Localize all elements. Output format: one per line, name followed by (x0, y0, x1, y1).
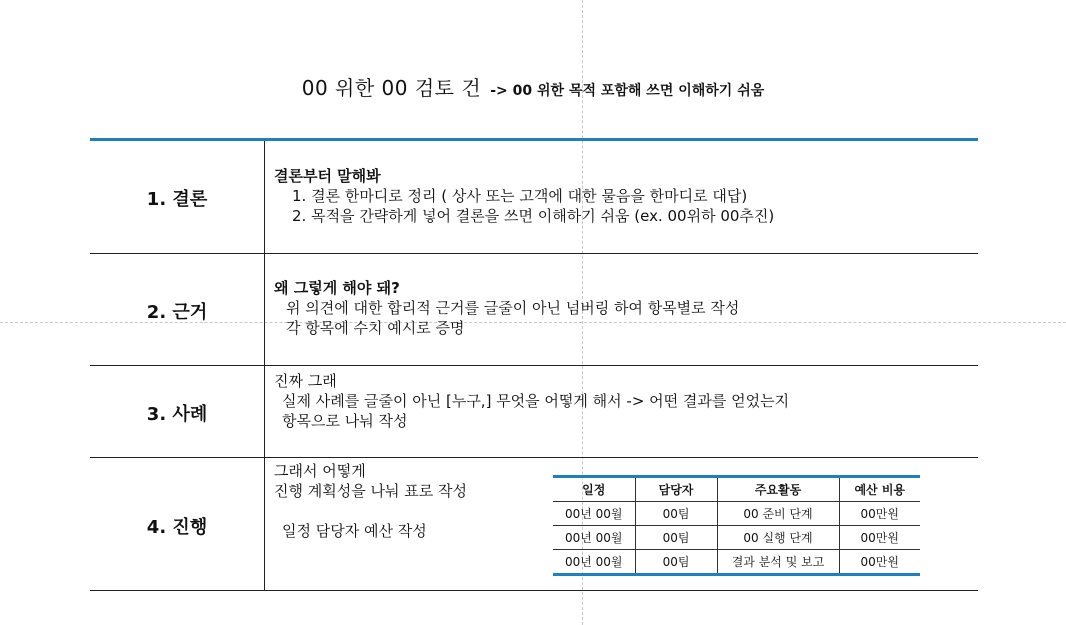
section-line: 2. 목적을 간략하게 넣어 결론을 쓰면 이해하기 쉬움 (ex. 00위하 00추진) (292, 207, 775, 225)
section-row-conclusion (90, 141, 978, 253)
title-main: 00 위한 00 검토 건 (301, 76, 482, 100)
table-cell: 00만원 (839, 502, 920, 526)
table-row (553, 550, 920, 575)
column-header: 일정 (553, 477, 635, 502)
title-note: -> 00 위한 목적 포함해 쓰면 이해하기 쉬움 (490, 83, 765, 99)
section-label: 3. 사례 (146, 404, 208, 425)
section-heading: 진짜 그래 (274, 372, 337, 390)
table-cell: 00팀 (635, 526, 717, 550)
section-row-basis (90, 254, 978, 365)
table-bottom-rule (90, 590, 978, 591)
section-line: 실제 사례를 글줄이 아닌 [누구,] 무엇을 어떻게 해서 -> 어떤 결과를 얻었는지 (282, 392, 790, 410)
table-cell: 00 준비 단계 (717, 502, 839, 526)
table-cell: 00년 00월 (553, 550, 635, 575)
plan-table (553, 475, 920, 576)
table-cell: 00팀 (635, 502, 717, 526)
column-header: 주요활동 (717, 477, 839, 502)
section-line: 각 항목에 수치 예시로 증명 (286, 319, 465, 337)
column-header: 담당자 (635, 477, 717, 502)
section-line: 항목으로 나눠 작성 (282, 412, 408, 430)
table-cell: 00년 00월 (553, 502, 635, 526)
column-header: 예산 비용 (839, 477, 920, 502)
section-heading: 결론부터 말해봐 (274, 167, 381, 185)
section-label: 4. 진행 (146, 517, 208, 538)
table-cell: 00만원 (839, 526, 920, 550)
table-cell: 결과 분석 및 보고 (717, 550, 839, 575)
table-row (553, 526, 920, 550)
section-body (274, 371, 964, 431)
section-heading: 그래서 어떻게 (274, 462, 366, 480)
section-body (274, 166, 964, 226)
section-body (274, 278, 964, 338)
section-heading: 왜 그렇게 해야 돼? (274, 279, 400, 297)
table-cell: 00팀 (635, 550, 717, 575)
section-line: 1. 결론 한마디로 정리 ( 상사 또는 고객에 대한 물음을 한마디로 대답) (292, 187, 748, 205)
section-line: 위 의견에 대한 합리적 근거를 글줄이 아닌 넘버링 하여 항목별로 작성 (286, 299, 740, 317)
section-label: 1. 결론 (146, 189, 208, 210)
section-row-example (90, 366, 978, 457)
plan-table-header-row (553, 477, 920, 502)
table-cell: 00년 00월 (553, 526, 635, 550)
section-line: 일정 담당자 예산 작성 (282, 522, 427, 540)
table-cell: 00만원 (839, 550, 920, 575)
table-cell: 00 실행 단계 (717, 526, 839, 550)
table-row (553, 502, 920, 526)
section-line: 진행 계획성을 나눠 표로 작성 (274, 482, 467, 500)
page-title (0, 72, 1066, 101)
section-label: 2. 근거 (146, 302, 208, 323)
